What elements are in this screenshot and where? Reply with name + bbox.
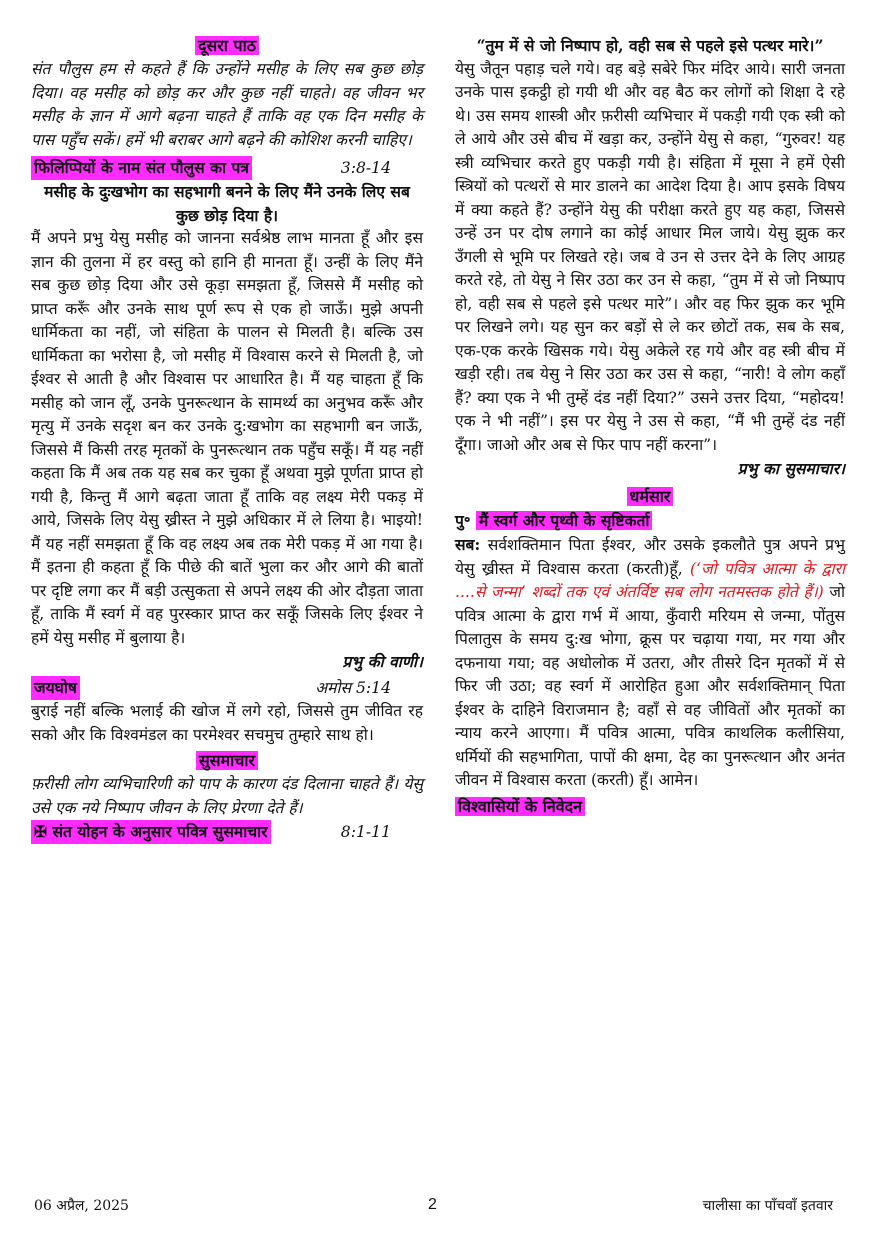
- gospel-reference: 8:1-11: [340, 823, 391, 841]
- creed-all-label: सब:: [455, 535, 481, 554]
- footer-date: 06 अप्रैल, 2025: [34, 1198, 129, 1214]
- epistle-title: फिलिप्पियों के नाम संत पौलुस का पत्र: [31, 156, 252, 180]
- second-reading-heading: दूसरा पाठ: [195, 36, 259, 55]
- epistle-title-row: [31, 156, 423, 180]
- epistle-reference: 3:8-14: [340, 159, 391, 177]
- creed-heading: धर्मसार: [627, 487, 674, 506]
- right-column: [455, 34, 845, 819]
- epistle-closing: प्रभु की वाणी।: [342, 652, 423, 671]
- cross-icon: ✠: [34, 822, 48, 841]
- creed-rubric: (‘जो पवित्र आत्मा के द्वारा ....से जन्मा’ शब्दों तक एवं अंतर्विष्ट सब लोग नतमस्तक होते हैं।): [455, 559, 845, 601]
- gospel-heading: सुसमाचार: [196, 751, 258, 770]
- second-reading-intro: संत पौलुस हम से कहते हैं कि उन्होंने मसीह के लिए सब कुछ छोड़ दिया। वह मसीह को छोड़ कर और कुछ नहीं चाहते। वह जीवन भर मसीह के ज्ञान में आगे बढ़ना चाहते हैं ताकि वह एक दिन मसीह के पास पहुँच सकें। हमें भी बराबर आगे बढ़ने की कोशिश करनी चाहिए।: [31, 60, 423, 149]
- creed-title: मैं स्वर्ग और पृथ्वी के सृष्टिकर्ता: [476, 511, 652, 530]
- gospel-title-row: [31, 820, 423, 844]
- gospel-subtitle: “तुम में से जो निष्पाप हो, वही सब से पहले इसे पत्थर मारे।”: [476, 36, 824, 55]
- acclamation-reference: अमोस 5:14: [315, 679, 391, 697]
- acclamation-text: बुराई नहीं बल्कि भलाई की खोज में लगे रहो, जिससे तुम जीवित रह सको और कि विश्वमंडल का परमेश्वर सचमुच तुम्हारे साथ हो।: [31, 702, 423, 744]
- creed-text-part-1: सर्वशक्तिमान पिता ईश्वर, और उसके इकलौते पुत्र अपने प्रभु येसु ख्रीस्त में विश्वास करता (करती)हूँ,: [455, 536, 845, 578]
- gospel-intro: फ़रीसी लोग व्यभिचारिणी को पाप के कारण दंड दिलाना चाहते हैं। येसु उसे एक नये निष्पाप जीवन के लिए प्रेरणा देते हैं।: [31, 775, 423, 817]
- creed-title-row: [455, 509, 845, 533]
- epistle-text: मैं अपने प्रभु येसु मसीह को जानना सर्वश्रेष्ठ लाभ मानता हूँ और इस ज्ञान की तुलना में हर वस्तु को हानि ही मानता हूँ। उन्हीं के लिए मैंने सब कुछ छोड़ दिया और उसे कूड़ा समझता हूँ, जिससे मैं मसीह को प्राप्त करूँ और उनके साथ पूर्ण रूप से एक हो जाऊँ। मुझे अपनी धार्मिकता का नहीं, जो संहिता के पालन से मिलती है। बल्कि उस धार्मिकता का भरोसा है, जो मसीह में विश्वास करने से मिलती है, जो ईश्वर से आती है और विश्वास पर आधारित है। मैं यह चाहता हूँ कि मसीह को जान लूँ, उनके पुनरूत्थान के सामर्थ्य का अनुभव करूँ और मृत्यु में उनके सदृश बन कर उनके दु:खभोग का सहभागी बन जाऊँ, जिससे मैं किसी तरह मृतकों के पुनरूत्थान तक पहुँच सकूँ। मैं यह नहीं कहता कि मैं अब तक यह सब कर चुका हूँ अथवा मुझे पूर्णता प्राप्त हो गयी है, किन्तु मैं आगे बढ़ता जाता हूँ ताकि वह लक्ष्य मेरी पकड़ में आये, जिसके लिए येसु ख्रीस्त ने मुझे अधिकार में ले लिया है। भाइयो! मैं यह नहीं समझता हूँ कि वह लक्ष्य अब तक मेरी पकड़ में आ गया है। मैं इतना ही कहता हूँ कि पीछे की बातें भुला कर और आगे की बातों पर दृष्टि लगा कर मैं बड़ी उत्सुकता से अपने लक्ष्य की ओर दौड़ता जाता हूँ, ताकि मैं स्वर्ग में वह पुरस्कार प्राप्त कर सकूँ जिसके लिए ईश्वर ने हमें येसु मसीह में बुलाया है।: [31, 229, 423, 647]
- creed-prefix: पु॰: [455, 511, 471, 530]
- epistle-subtitle: मसीह के दुःखभोग का सहभागी बनने के लिए मैंने उनके लिए सब कुछ छोड़ दिया है।: [44, 182, 410, 225]
- creed-text: [455, 533, 845, 793]
- gospel-text: येसु जैतून पहाड़ चले गये। वह बड़े सबेरे फिर मंदिर आये। सारी जनता उनके पास इकट्ठी हो गयी थी और वह बैठ कर लोगों को शिक्षा दे रहे थे। उस समय शास्त्री और फ़रीसी व्यभिचार में पकड़ी गयी एक स्त्री को ले आये और उसे बीच में खड़ा कर, उन्होंने येसु से कहा, “गुरुवर! यह स्त्री व्यभिचार करते हुए पकड़ी गयी है। संहिता में मूसा ने हमें ऐसी स्त्रियों को पत्थरों से मार डालने का आदेश दिया है। आप इसके विषय में क्या कहते हैं? उन्होंने येसु की परीक्षा करते हुए यह कहा, जिससे उन्हें उन पर दोष लगाने का कोई आधार मिल जाये। येसु झुक कर उँगली से भूमि पर लिखते रहे। जब वे उन से उत्तर देने के लिए आग्रह करते रहे, तो येसु ने सिर उठा कर उन से कहा, “तुम में से जो निष्पाप हो, वही सब से पहले इसे पत्थर मारे”। और वह फिर झुक कर भूमि पर लिखने लगे। यह सुन कर बड़ों से ले कर छोटों तक, सब के सब, एक-एक करके खिसक गये। येसु अकेले रह गये और वह स्त्री बीच में खड़ी रही। तब येसु ने सिर उठा कर उस से कहा, “नारी! वे लोग कहाँ हैं? क्या एक ने भी तुम्हें दंड नहीं दिया?” उसने उत्तर दिया, “महोदय! एक ने भी नहीं”। इस पर येसु ने उस से कहा, “मैं भी तुम्हें दंड नहीं दूँगा। जाओ और अब से फिर पाप नहीं करना”।: [455, 59, 845, 454]
- gospel-closing: प्रभु का सुसमाचार।: [737, 459, 845, 478]
- page-number: 2: [428, 1196, 437, 1213]
- creed-text-part-2: जो पवित्र आत्मा के द्वारा गर्भ में आया, कुँवारी मरियम से जन्मा, पोंतुस पिलातुस के समय दु:ख भोगा, क्रूस पर चढ़ाया गया, मर गया और दफनाया गया; वह अधोलोक में उतरा, और तीसरे दिन मृतकों में से फिर जी उठा; वह स्वर्ग में आरोहित हुआ और सर्वशक्तिमान् पिता ईश्वर के दाहिने विराजमान है; वहाँ से वह जीवितों और मृतकों का न्याय करने आएगा। मैं पवित्र आत्मा, पवित्र काथलिक कलीसिया, धर्मियों की सहभागिता, पापों की क्षमा, देह का पुनरूत्थान और अनंत जीवन में विश्वास करता (करती) हूँ। आमेन।: [455, 583, 845, 789]
- left-column: [31, 34, 423, 844]
- acclamation-row: [31, 676, 423, 700]
- acclamation-title: जयघोष: [31, 676, 80, 700]
- intercessions-heading: विश्वासियों के निवेदन: [455, 797, 585, 816]
- gospel-title: संत योहन के अनुसार पवित्र सुसमाचार: [52, 822, 268, 841]
- footer-title: चालीसा का पाँचवाँ इतवार: [702, 1198, 833, 1214]
